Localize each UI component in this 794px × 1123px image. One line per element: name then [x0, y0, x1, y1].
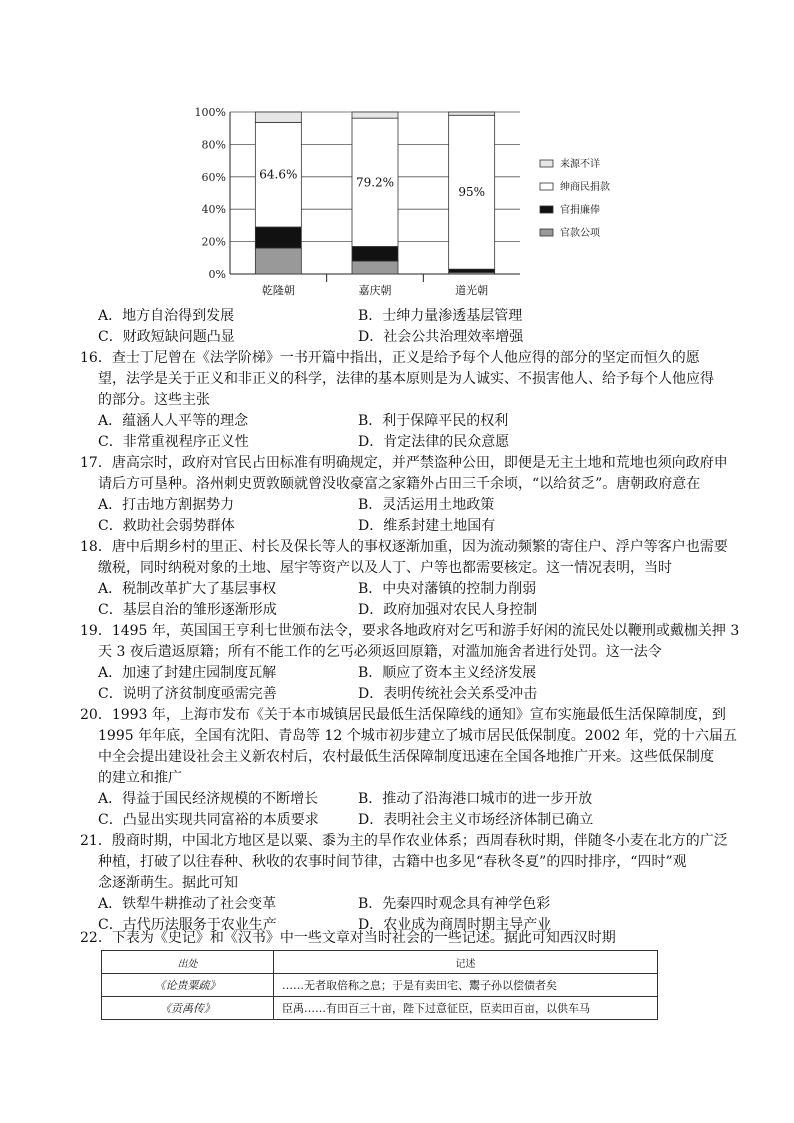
- bar-segment: [352, 261, 398, 274]
- q18-option-b: B．中央对藩镇的控制力削弱: [358, 581, 537, 597]
- table-cell-source: 《贡禹传》: [102, 997, 274, 1020]
- q19-stem-line1: 19．1495 年，英国国王亨利七世颁布法令，要求各地政府对乞丐和游手好闲的流民处以鞭刑或戴枷关押 3: [80, 623, 740, 639]
- y-tick-label: 20%: [201, 235, 226, 249]
- data-label: 95%: [458, 185, 486, 200]
- legend-swatch: [540, 160, 553, 167]
- y-tick-label: 0%: [208, 268, 226, 281]
- legend-label: 来源不详: [560, 159, 600, 170]
- q20-stem-line2: 1995 年年底，全国有沈阳、青岛等 12 个城市初步建立了城市居民低保制度。2002 年，党的十六届五: [98, 728, 737, 744]
- q20-option-c: C．凸显出实现共同富裕的本质要求: [98, 812, 319, 828]
- table-header-record: 记述: [274, 951, 658, 974]
- q17-option-c: C．救助社会弱势群体: [98, 518, 235, 534]
- q18-stem-line1: 18．唐中后期乡村的里正、村长及保长等人的事权逐渐加重，因为流动频繁的寄住户、浮户等客户也需要: [80, 539, 728, 555]
- q20-stem-line1: 20．1993 年，上海市发布《关于本市城镇居民最低生活保障线的通知》宣布实施最低生活保障制度，到: [80, 707, 726, 723]
- legend-label: 官款公项: [560, 228, 600, 239]
- q18-option-a: A．税制改革扩大了基层事权: [98, 581, 277, 597]
- q19-option-a: A．加速了封建庄园制度瓦解: [98, 665, 277, 681]
- q16-option-a: A．蕴涵人人平等的理念: [98, 413, 249, 429]
- q17-option-b: B．灵活运用土地政策: [358, 497, 495, 513]
- x-category-label: 乾隆朝: [261, 284, 295, 297]
- table-header-row: [102, 951, 658, 974]
- q19-option-c: C．说明了济贫制度亟需完善: [98, 686, 277, 702]
- q15-option-b: B．士绅力量渗透基层管理: [358, 308, 523, 324]
- q15-option-d: D．社会公共治理效率增强: [358, 329, 524, 345]
- q19-option-b: B．顺应了资本主义经济发展: [358, 665, 537, 681]
- x-category-label: 嘉庆朝: [358, 284, 392, 297]
- legend-label: 绅商民捐款: [560, 182, 610, 193]
- table-cell-record: 臣禹……有田百三十亩，陛下过意征臣，臣卖田百亩，以供车马: [274, 997, 658, 1020]
- bar-segment: [255, 248, 301, 274]
- bar-segment: [449, 112, 495, 115]
- q16-option-b: B．利于保障平民的权利: [358, 413, 509, 429]
- chart-svg: [190, 98, 640, 303]
- q21-option-a: A．铁犁牛耕推动了社会变革: [98, 896, 277, 912]
- q17-stem-line2: 请后方可垦种。洛州刺史贾敦颐就曾没收豪富之家籍外占田三千余顷，“以给贫乏”。唐朝政府意在: [98, 476, 701, 492]
- q20-option-d: D．表明社会主义市场经济体制已确立: [358, 812, 594, 828]
- q18-option-d: D．政府加强对农民人身控制: [358, 602, 538, 618]
- q16-option-d: D．肯定法律的民众意愿: [358, 434, 510, 450]
- q20-option-b: B．推动了沿海港口城市的进一步开放: [358, 791, 593, 807]
- legend-swatch: [540, 229, 553, 236]
- q16-option-c: C．非常重视程序正义性: [98, 434, 249, 450]
- bar-segment: [352, 246, 398, 261]
- q16-stem-line3: 的部分。这些主张: [98, 392, 210, 408]
- bar-segment: [255, 227, 301, 248]
- y-tick-label: 100%: [194, 106, 226, 119]
- q20-stem-line4: 的建立和推广: [98, 770, 182, 786]
- y-tick-label: 80%: [201, 138, 226, 152]
- data-label: 79.2%: [355, 175, 395, 190]
- data-label: 64.6%: [259, 167, 298, 182]
- bar-segment: [255, 112, 301, 122]
- q15-option-c: C．财政短缺问题凸显: [98, 329, 235, 345]
- legend-swatch: [540, 183, 553, 190]
- table-header-source: 出处: [102, 951, 274, 974]
- q21-stem-line2: 种植，打破了以往春种、秋收的农事时间节律，古籍中也多见“春秋冬夏”的四时排序，“四时”观: [98, 854, 687, 870]
- q15-option-a: A．地方自治得到发展: [98, 308, 235, 324]
- y-tick-label: 40%: [201, 203, 226, 217]
- q17-stem-line1: 17．唐高宗时，政府对官民占田标准有明确规定，并严禁盗种公田，即便是无主土地和荒地也须向政府申: [80, 455, 728, 471]
- q20-stem-line3: 中全会提出建设社会主义新农村后，农村最低生活保障制度迅速在全国各地推广开来。这些低保制度: [98, 749, 714, 765]
- y-tick-label: 60%: [201, 170, 226, 184]
- q22-stem-line1: 22．下表为《史记》和《汉书》中一些文章对当时社会的一些记述。据此可知西汉时期: [80, 930, 616, 946]
- q17-option-a: A．打击地方割据势力: [98, 497, 235, 513]
- x-category-label: 道光朝: [455, 284, 489, 297]
- q16-stem-line1: 16．查士丁尼曾在《法学阶梯》一书开篇中指出，正义是给予每个人他应得的部分的坚定而恒久的愿: [80, 350, 700, 366]
- bar-segment: [352, 112, 398, 118]
- q21-option-d: D．农业成为商周时期主导产业: [358, 917, 552, 933]
- q18-option-c: C．基层自治的雏形逐渐形成: [98, 602, 277, 618]
- q19-stem-line2: 天 3 夜后遣返原籍；所有不能工作的乞丐必须返回原籍，对滥加施舍者进行处罚。这一法令: [98, 644, 662, 660]
- stacked-bar-chart: [190, 98, 640, 303]
- table-row: [102, 997, 658, 1020]
- table-cell-record: ……无者取倍称之息；于是有卖田宅、鬻子孙以偿债者矣: [274, 974, 658, 997]
- q20-option-a: A．得益于国民经济规模的不断增长: [98, 791, 319, 807]
- q19-option-d: D．表明传统社会关系受冲击: [358, 686, 538, 702]
- bar-segment: [449, 269, 495, 272]
- q21-option-b: B．先秦四时观念具有神学色彩: [358, 896, 551, 912]
- q21-stem-line3: 念逐渐萌生。据此可知: [98, 875, 238, 891]
- q16-stem-line2: 望，法学是关于正义和非正义的科学，法律的基本原则是为人诚实、不损害他人、给予每个人他应得: [98, 371, 714, 387]
- q21-stem-line1: 21．殷商时期，中国北方地区是以粟、黍为主的旱作农业体系；西周春秋时期，伴随冬小麦在北方的广泛: [80, 833, 728, 849]
- q22-table: [101, 950, 658, 1020]
- table-cell-source: 《论贵粟疏》: [102, 974, 274, 997]
- q17-option-d: D．维系封建土地国有: [358, 518, 496, 534]
- q21-option-c: C．古代历法服务于农业生产: [98, 917, 277, 933]
- q18-stem-line2: 缴税，同时纳税对象的土地、屋宇等资产以及人丁、户等也都需要核定。这一情况表明，当时: [98, 560, 672, 576]
- legend-swatch: [540, 206, 553, 213]
- legend-label: 官捐廉俸: [560, 205, 600, 216]
- table-row: [102, 974, 658, 997]
